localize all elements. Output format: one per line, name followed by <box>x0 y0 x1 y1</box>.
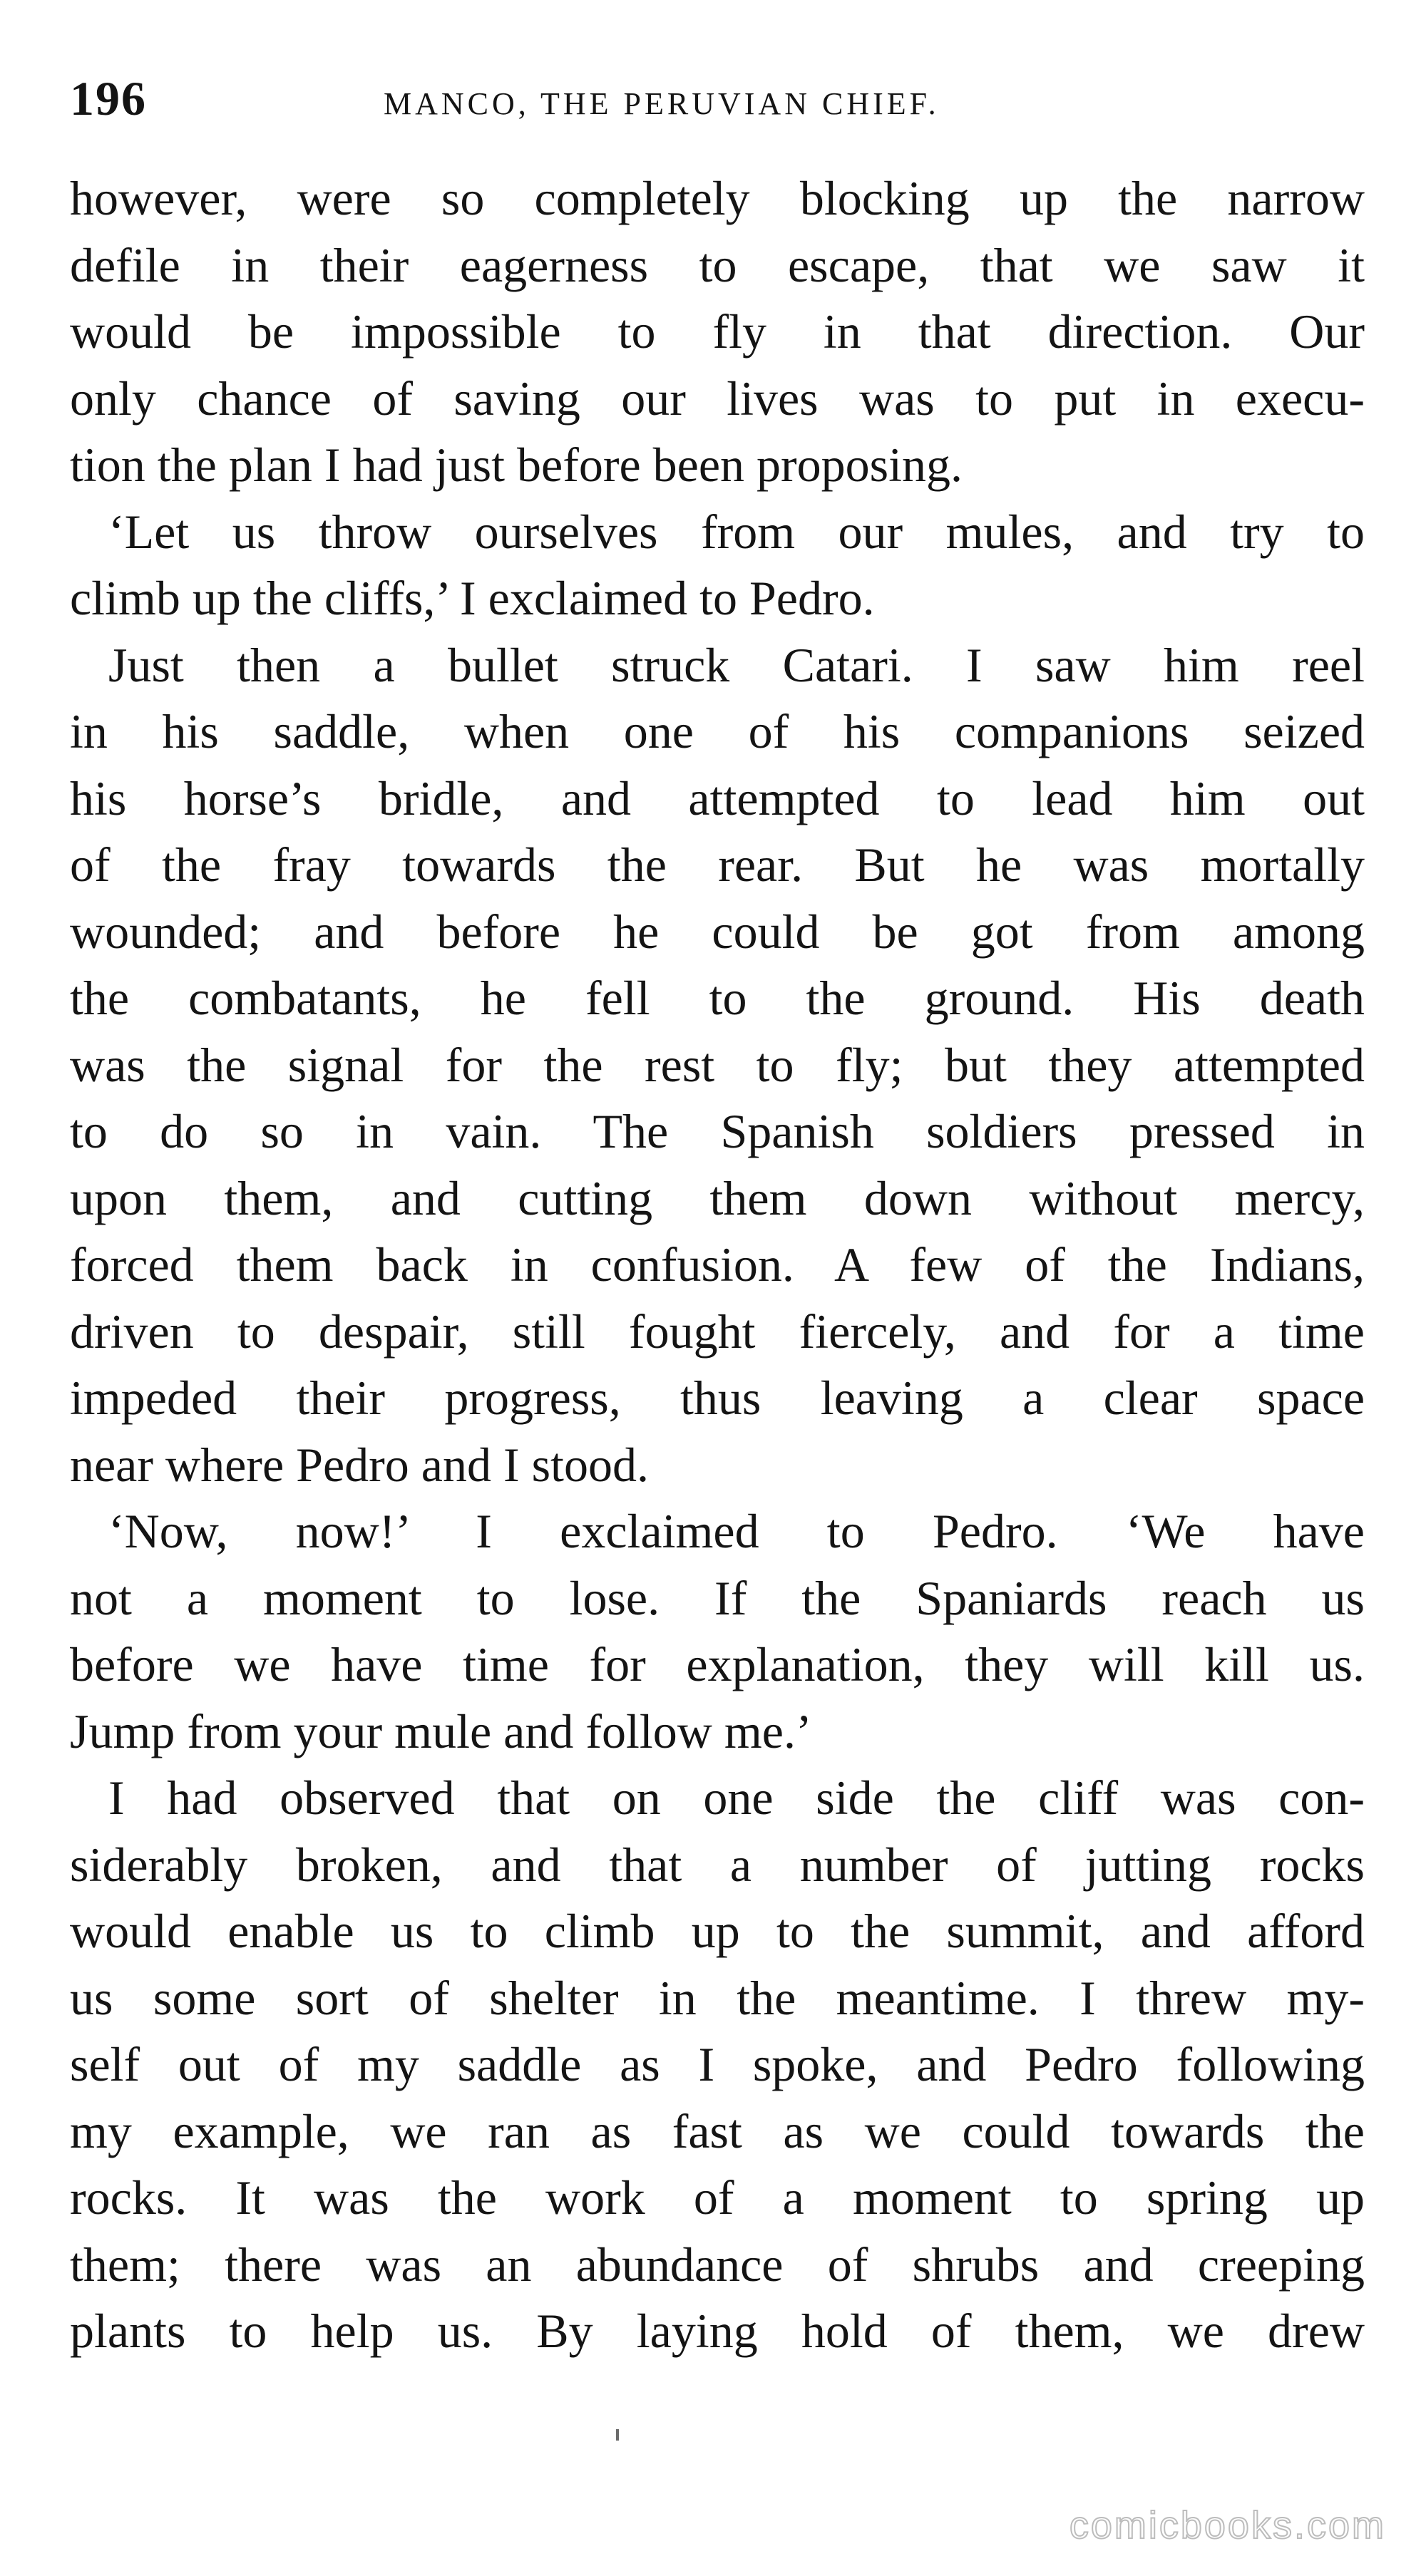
text-line: would enable us to climb up to the summit, and afford <box>70 1904 1365 1958</box>
text-line: ‘Now, now!’ I exclaimed to Pedro. ‘We have <box>108 1504 1365 1558</box>
text-line: would be impossible to fly in that direction. Our <box>70 304 1365 359</box>
text-line: was the signal for the rest to fly; but they attempted <box>70 1037 1365 1092</box>
text-line: driven to despair, still fought fiercely, and for a time <box>70 1304 1365 1359</box>
text-line: ‘Let us throw ourselves from our mules, and try to <box>108 504 1365 559</box>
text-line: my example, we ran as fast as we could towards the <box>70 2103 1365 2158</box>
running-title: MANCO, THE PERUVIAN CHIEF. <box>384 86 940 121</box>
text-line: to do so in vain. The Spanish soldiers pressed in <box>70 1104 1365 1158</box>
text-line: them; there was an abundance of shrubs and creeping <box>70 2237 1365 2292</box>
text-line: I had observed that on one side the cliff was con- <box>108 1771 1365 1825</box>
text-line: climb up the cliffs,’ I exclaimed to Pedro. <box>70 571 875 625</box>
text-line: rocks. It was the work of a moment to spring up <box>70 2170 1365 2225</box>
text-line: before we have time for explanation, they will kill us. <box>70 1637 1365 1691</box>
text-line: defile in their eagerness to escape, that we saw it <box>70 237 1365 292</box>
text-line: Jump from your mule and follow me.’ <box>70 1704 812 1758</box>
page-number: 196 <box>70 71 147 125</box>
text-line: only chance of saving our lives was to put in execu- <box>70 371 1365 426</box>
text-line: near where Pedro and I stood. <box>70 1437 649 1492</box>
text-line: impeded their progress, thus leaving a clear space <box>70 1371 1365 1425</box>
text-line: his horse’s bridle, and attempted to lead him out <box>70 771 1365 825</box>
body-text <box>70 165 1365 2365</box>
watermark: comicbooks.com <box>1069 2504 1386 2547</box>
text-line: forced them back in confusion. A few of the Indians, <box>70 1237 1365 1292</box>
text-line: siderably broken, and that a number of jutting rocks <box>70 1837 1365 1892</box>
page-header <box>70 63 1368 134</box>
text-line: the combatants, he fell to the ground. His death <box>70 971 1365 1025</box>
text-line: us some sort of shelter in the meantime. I threw my- <box>70 1970 1365 2025</box>
ink-speck <box>616 2429 619 2441</box>
text-line: plants to help us. By laying hold of them, we drew <box>70 2304 1365 2358</box>
text-line: tion the plan I had just before been proposing. <box>70 438 963 492</box>
text-line: however, were so completely blocking up the narrow <box>70 171 1365 225</box>
text-line: wounded; and before he could be got from among <box>70 904 1365 959</box>
text-line: upon them, and cutting them down without mercy, <box>70 1170 1365 1225</box>
text-line: in his saddle, when one of his companions seized <box>70 704 1365 758</box>
text-line: self out of my saddle as I spoke, and Pedro following <box>70 2037 1365 2091</box>
text-line: Just then a bullet struck Catari. I saw him reel <box>108 637 1365 692</box>
text-line: not a moment to lose. If the Spaniards reach us <box>70 1570 1365 1625</box>
text-line: of the fray towards the rear. But he was mortally <box>70 838 1365 892</box>
